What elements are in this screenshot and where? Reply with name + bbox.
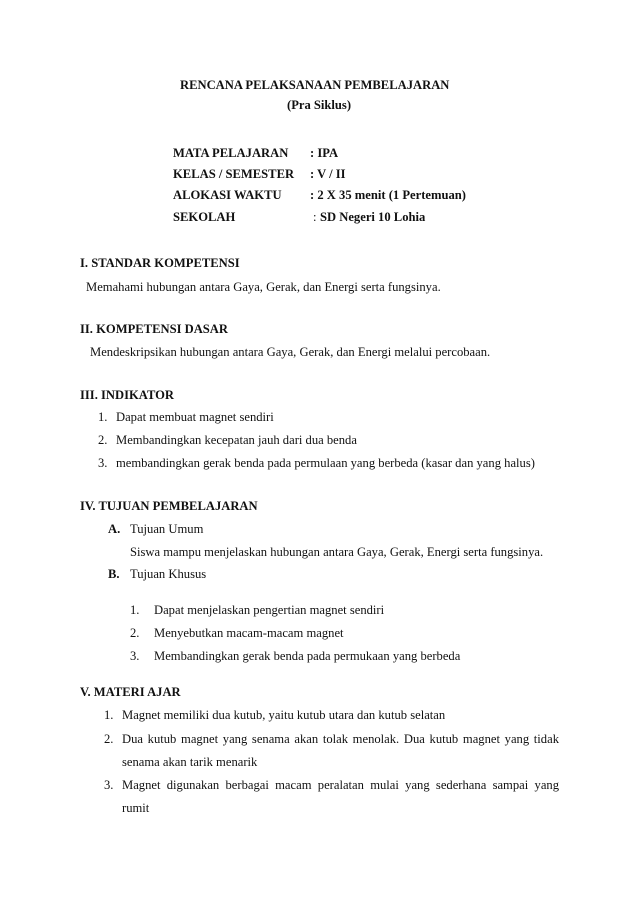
list-item-number: 1. (104, 708, 114, 722)
list-item-number: 2. (130, 626, 140, 640)
list-item-number: 1. (98, 410, 108, 424)
list-item: Membandingkan kecepatan jauh dari dua benda (116, 433, 357, 447)
identity-label-subject: MATA PELAJARAN (173, 146, 289, 160)
list-item: Dapat menjelaskan pengertian magnet sendiri (154, 603, 385, 617)
list-item-number: 2. (104, 732, 114, 746)
list-item: Magnet digunakan berbagai macam peralatan mulai yang sederhana sampai yang (122, 778, 559, 792)
identity-value-subject: : IPA (310, 146, 339, 160)
identity-value-time: : 2 X 35 menit (1 Pertemuan) (310, 188, 466, 202)
section-1-text: Memahami hubungan antara Gaya, Gerak, dan Energi serta fungsinya. (86, 280, 441, 294)
subsection-b-title: Tujuan Khusus (130, 567, 207, 581)
section-3-heading: III. INDIKATOR (80, 388, 175, 402)
list-item-number: 3. (130, 649, 140, 663)
document-title: RENCANA PELAKSANAAN PEMBELAJARAN (180, 78, 450, 92)
section-5-heading: V. MATERI AJAR (80, 685, 181, 699)
identity-colon-school: : (313, 210, 317, 224)
identity-value-class: : V / II (310, 167, 346, 181)
identity-label-class: KELAS / SEMESTER (173, 167, 295, 181)
identity-label-school: SEKOLAH (173, 210, 236, 224)
list-item-number: 2. (98, 433, 108, 447)
section-1-heading: I. STANDAR KOMPETENSI (80, 256, 240, 270)
list-item: Dapat membuat magnet sendiri (116, 410, 274, 424)
subsection-b-label: B. (108, 567, 120, 581)
section-2-text: Mendeskripsikan hubungan antara Gaya, Gerak, dan Energi melalui percobaan. (90, 345, 491, 359)
identity-label-time: ALOKASI WAKTU (173, 188, 282, 202)
list-item: Magnet memiliki dua kutub, yaitu kutub utara dan kutub selatan (122, 708, 446, 722)
list-item-continuation: rumit (122, 801, 150, 815)
list-item-number: 3. (104, 778, 114, 792)
list-item-continuation: senama akan tarik menarik (122, 755, 258, 769)
subsection-a-text: Siswa mampu menjelaskan hubungan antara Gaya, Gerak, Energi serta fungsinya. (130, 545, 544, 559)
list-item: Menyebutkan macam-macam magnet (154, 626, 344, 640)
subsection-a-title: Tujuan Umum (130, 522, 204, 536)
list-item: membandingkan gerak benda pada permulaan yang berbeda (kasar dan yang halus) (116, 456, 535, 470)
list-item: Membandingkan gerak benda pada permukaan yang berbeda (154, 649, 461, 663)
document-subtitle: (Pra Siklus) (287, 98, 352, 112)
subsection-a-label: A. (108, 522, 121, 536)
list-item: Dua kutub magnet yang senama akan tolak menolak. Dua kutub magnet yang tidak (122, 732, 559, 746)
list-item-number: 3. (98, 456, 108, 470)
list-item-number: 1. (130, 603, 140, 617)
identity-value-school: SD Negeri 10 Lohia (320, 210, 426, 224)
section-2-heading: II. KOMPETENSI DASAR (80, 322, 229, 336)
section-4-heading: IV. TUJUAN PEMBELAJARAN (80, 499, 258, 513)
